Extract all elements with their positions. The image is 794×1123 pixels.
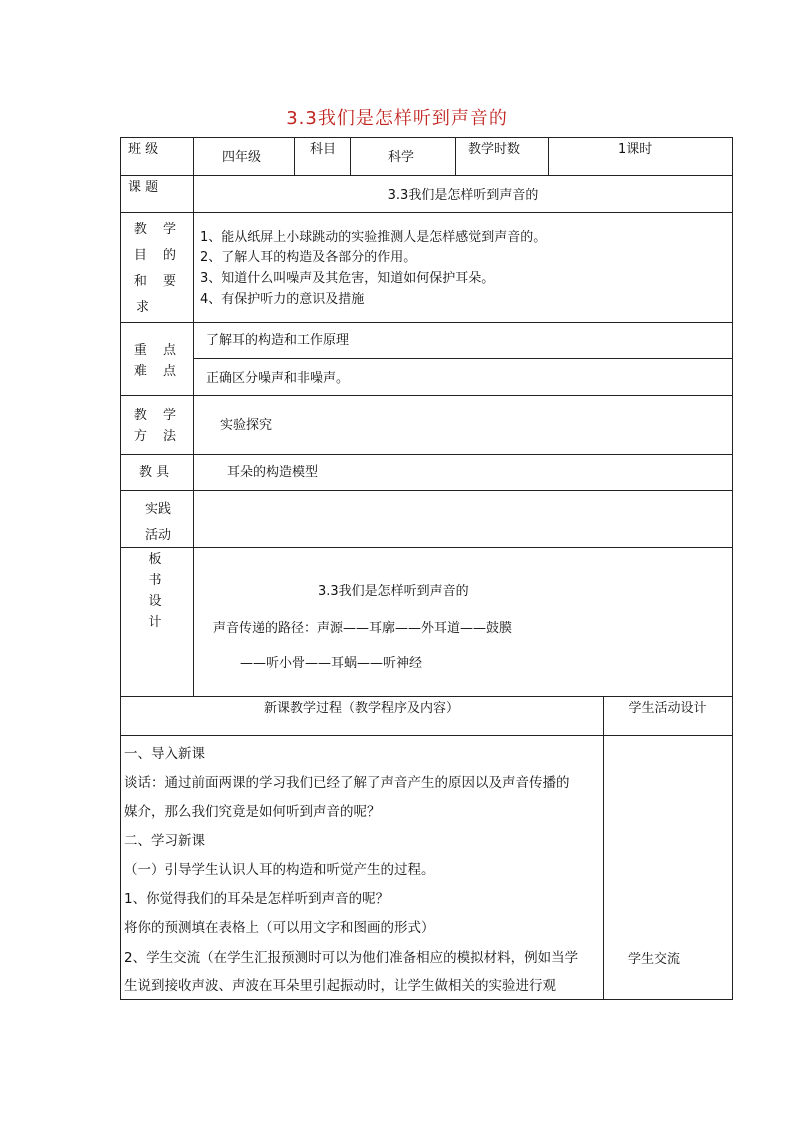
topic-label: 课 题 — [128, 180, 159, 195]
objective-item: 4、有保护听力的意识及措施 — [200, 292, 365, 307]
label-line: 活动 — [144, 528, 171, 543]
table-rule — [455, 137, 456, 175]
table-rule — [120, 454, 733, 455]
hours-value: 1课时 — [618, 142, 653, 157]
method-label — [130, 405, 186, 447]
subject-label: 科目 — [310, 142, 337, 157]
table-rule — [350, 137, 351, 175]
label-line: 计 — [148, 615, 162, 630]
tools-value: 耳朵的构造模型 — [227, 465, 319, 480]
key-point-text: 了解耳的构造和工作原理 — [206, 333, 350, 348]
label-line: 板 — [148, 552, 162, 567]
table-rule — [548, 137, 549, 175]
label-line: 设 — [148, 594, 162, 609]
table-rule — [193, 358, 733, 359]
table-rule — [120, 137, 733, 138]
difficult-point-text: 正确区分噪声和非噪声。 — [206, 371, 350, 386]
objective-item: 3、知道什么叫噪声及其危害，知道如何保护耳朵。 — [200, 271, 495, 286]
table-rule — [120, 490, 733, 491]
key-points-label — [130, 340, 186, 382]
table-rule — [120, 395, 733, 396]
practice-label — [130, 497, 186, 549]
objective-item: 1、能从纸屏上小球跳动的实验推测人是怎样感觉到声音的。 — [200, 230, 547, 245]
activity-text: 学生交流 — [628, 952, 681, 967]
table-rule — [603, 696, 604, 1000]
table-rule — [120, 175, 733, 176]
table-rule — [120, 322, 733, 323]
hours-label: 教学时数 — [468, 142, 521, 157]
process-paragraph: 二、学习新课 — [124, 833, 205, 849]
table-rule — [120, 547, 733, 548]
table-rule — [120, 696, 733, 697]
method-value: 实验探究 — [220, 418, 273, 433]
label-line: 求 — [136, 300, 156, 315]
topic-value: 3.3我们是怎样听到声音的 — [387, 188, 539, 203]
label-line: 难 点 — [133, 364, 183, 379]
table-rule — [193, 137, 194, 696]
objectives-label — [130, 219, 186, 318]
label-line: 书 — [148, 573, 162, 588]
subject-value: 科学 — [388, 150, 415, 165]
objective-item: 2、了解人耳的构造及各部分的作用。 — [200, 250, 417, 265]
process-header: 新课教学过程（教学程序及内容） — [263, 701, 459, 716]
label-line: 实践 — [144, 502, 171, 517]
process-paragraph: 一、导入新课 — [124, 746, 205, 762]
label-line: 方 法 — [133, 429, 183, 444]
process-paragraph: 2、学生交流（在学生汇报预测时可以为他们准备相应的模拟材料，例如当学 — [124, 950, 579, 966]
process-paragraph: 生说到接收声波、声波在耳朵里引起振动时，让学生做相关的实验进行观 — [124, 978, 556, 994]
process-paragraph: 将你的预测填在表格上（可以用文字和图画的形式） — [124, 920, 435, 936]
board-path-line-2: ——听小骨——耳蜗——听神经 — [240, 656, 423, 671]
table-rule — [120, 137, 121, 1000]
document-title: 3.3我们是怎样听到声音的 — [286, 108, 508, 129]
label-line: 教 学 — [133, 408, 183, 423]
activity-header: 学生活动设计 — [628, 701, 707, 716]
class-label: 班 级 — [128, 142, 159, 157]
table-rule — [120, 735, 733, 736]
label-line: 重 点 — [133, 343, 183, 358]
class-value: 四年级 — [222, 150, 262, 165]
table-rule — [294, 137, 295, 175]
label-line: 和 要 — [133, 274, 183, 289]
board-title: 3.3我们是怎样听到声音的 — [318, 584, 469, 599]
board-path-line-1: 声音传递的路径：声源——耳廓——外耳道——鼓膜 — [213, 621, 513, 636]
process-paragraph: 1、你觉得我们的耳朵是怎样听到声音的呢？ — [124, 891, 390, 907]
label-line: 目 的 — [133, 248, 183, 263]
table-rule — [732, 137, 733, 1000]
board-label — [130, 549, 180, 633]
process-paragraph: 媒介，那么我们究竟是如何听到声音的呢？ — [124, 804, 381, 820]
table-rule — [120, 212, 733, 213]
process-paragraph: 谈话：通过前面两课的学习我们已经了解了声音产生的原因以及声音传播的 — [124, 775, 570, 791]
process-paragraph: （一）引导学生认识人耳的构造和听觉产生的过程。 — [124, 862, 435, 878]
tools-label: 教 具 — [139, 465, 170, 480]
label-line: 教 学 — [133, 222, 183, 237]
